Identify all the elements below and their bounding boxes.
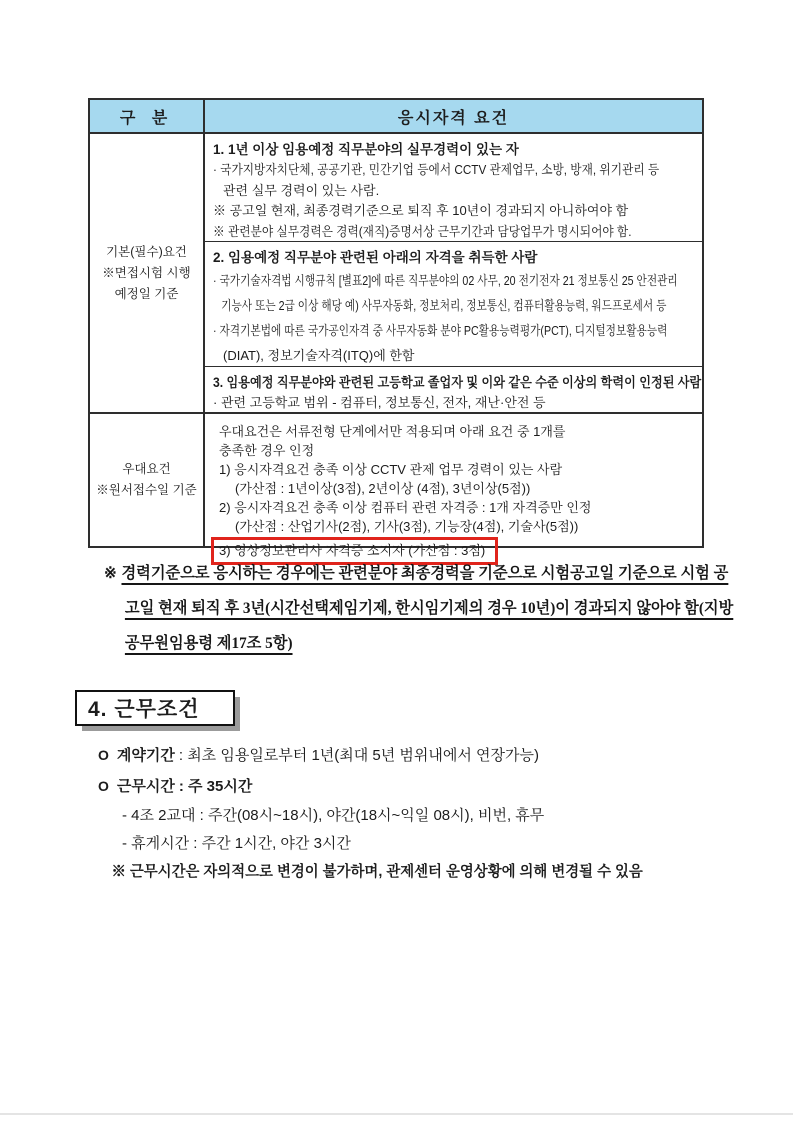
scan-artifact-line (0, 1113, 793, 1115)
section-heading-text: 4. 근무조건 (88, 698, 200, 721)
section-certificates (205, 242, 702, 367)
section-education (205, 367, 702, 413)
section2-line: · 국가기술자격법 시행규칙 [별표2]에 따른 직무분야의 02 사무, 20 전기전자 21 정보통신 25 안전관리 (213, 273, 678, 288)
table-header-row (90, 100, 702, 134)
preference-label-line: ※원서접수일 기준 (96, 483, 197, 497)
table-header-category: 구 분 (90, 100, 205, 132)
preference-label-line: 우대요건 (122, 462, 171, 476)
preference-item-1: 1) 응시자격요건 충족 이상 CCTV 관제 업무 경력이 있는 사람 (219, 462, 563, 477)
table-header-requirements: 응시자격 요건 (397, 109, 510, 127)
section2-line: · 자격기본법에 따른 국가공인자격 중 사무자동화 분야 PC활용능력평가(PCT), 디지털정보활용능력 (213, 323, 668, 338)
working-conditions-list (98, 740, 738, 886)
section1-line: · 국가지방자치단체, 공공기관, 민간기업 등에서 CCTV 관제업무, 소방, 방재, 위기관리 등 (213, 162, 660, 177)
footnote-line: ※ 경력기준으로 응시하는 경우에는 관련분야 최종경력을 기준으로 시험공고일 기준으로 시험 공 (104, 565, 729, 582)
break-time-line: - 휴게시간 : 주간 1시간, 야간 3시간 (122, 835, 351, 852)
cell-preference-label (90, 414, 205, 546)
section2-title: 2. 임용예정 직무분야 관련된 아래의 자격을 취득한 사람 (213, 250, 538, 265)
footnote-line: 고일 현재 퇴직 후 3년(시간선택제임기제, 한시임기제의 경우 10년)이 경과되지 않아야 함(지방 (124, 600, 734, 617)
section1-line: ※ 관련분야 실무경력은 경력(재직)증명서상 근무기간과 담당업무가 명시되어야 함. (213, 223, 632, 239)
preference-intro: 충족한 경우 인정 (219, 443, 315, 458)
highlight-box-red: 3) 영상정보관리사 자격증 소지자 (가산점 : 3점) (211, 537, 498, 565)
working-hours-note: ※ 근무시간은 자의적으로 변경이 불가하며, 관제센터 운영상황에 의해 변경될 수 있음 (111, 863, 643, 880)
basic-label-line: ※면접시험 시행 (102, 265, 191, 280)
circle-bullet: O (98, 747, 109, 763)
section2-line: (DIAT), 정보기술자격(ITQ)에 한함 (223, 348, 415, 363)
section1-line: 관련 실무 경력이 있는 사람. (223, 182, 380, 198)
section3-line: · 관련 고등학교 범위 - 컴퓨터, 정보통신, 전자, 재난·안전 등 (213, 395, 546, 410)
section-heading-working-conditions (75, 690, 235, 726)
shift-schedule-line: - 4조 2교대 : 주간(08시~18시), 야간(18시~익일 08시), 비번, 휴무 (122, 807, 545, 824)
working-hours-line: O 근무시간 : 주 35시간 (98, 778, 253, 795)
qualification-table (88, 98, 704, 558)
section-work-experience (205, 134, 702, 242)
cell-basic-content (205, 134, 702, 412)
contract-period-line: O 계약기간 : 최초 임용일로부터 1년(최대 5년 범위내에서 연장가능) (98, 747, 539, 764)
section1-line: ※ 공고일 현재, 최종경력기준으로 퇴직 후 10년이 경과되지 아니하여야 함 (213, 203, 629, 218)
footnote-line: 공무원임용령 제17조 5항) (124, 635, 293, 652)
cell-preference-content (205, 414, 702, 558)
row-basic-requirements (90, 134, 702, 414)
row-preference (90, 414, 702, 558)
section3-title: 3. 임용예정 직무분야와 관련된 고등학교 졸업자 및 이와 같은 수준 이상의 학력이 인정된 사람 (213, 375, 702, 390)
basic-label-line: 예정일 기준 (114, 286, 179, 301)
section2-line: 기능사 또는 2급 이상 해당 예) 사무자동화, 정보처리, 정보통신, 컴퓨터활용능력, 워드프로세서 등 (221, 298, 667, 313)
basic-label-line: 기본(필수)요건 (106, 244, 187, 259)
preference-item-2: 2) 응시자격요건 충족 이상 컴퓨터 관련 자격증 : 1개 자격증만 인정 (219, 500, 592, 515)
preference-item-1-points: (가산점 : 1년이상(3점), 2년이상 (4점), 3년이상(5점)) (235, 481, 531, 496)
circle-bullet: O (98, 778, 109, 794)
preference-item-2-points: (가산점 : 산업기사(2점), 기사(3점), 기능장(4점), 기술사(5점)) (235, 519, 579, 534)
reference-mark: ※ (104, 565, 117, 582)
cell-basic-label (90, 134, 205, 412)
career-criteria-footnote (104, 556, 764, 661)
preference-intro: 우대요건은 서류전형 단계에서만 적용되며 아래 요건 중 1개를 (219, 424, 566, 439)
section1-title: 1. 1년 이상 임용예정 직무분야의 실무경력이 있는 자 (213, 142, 519, 157)
